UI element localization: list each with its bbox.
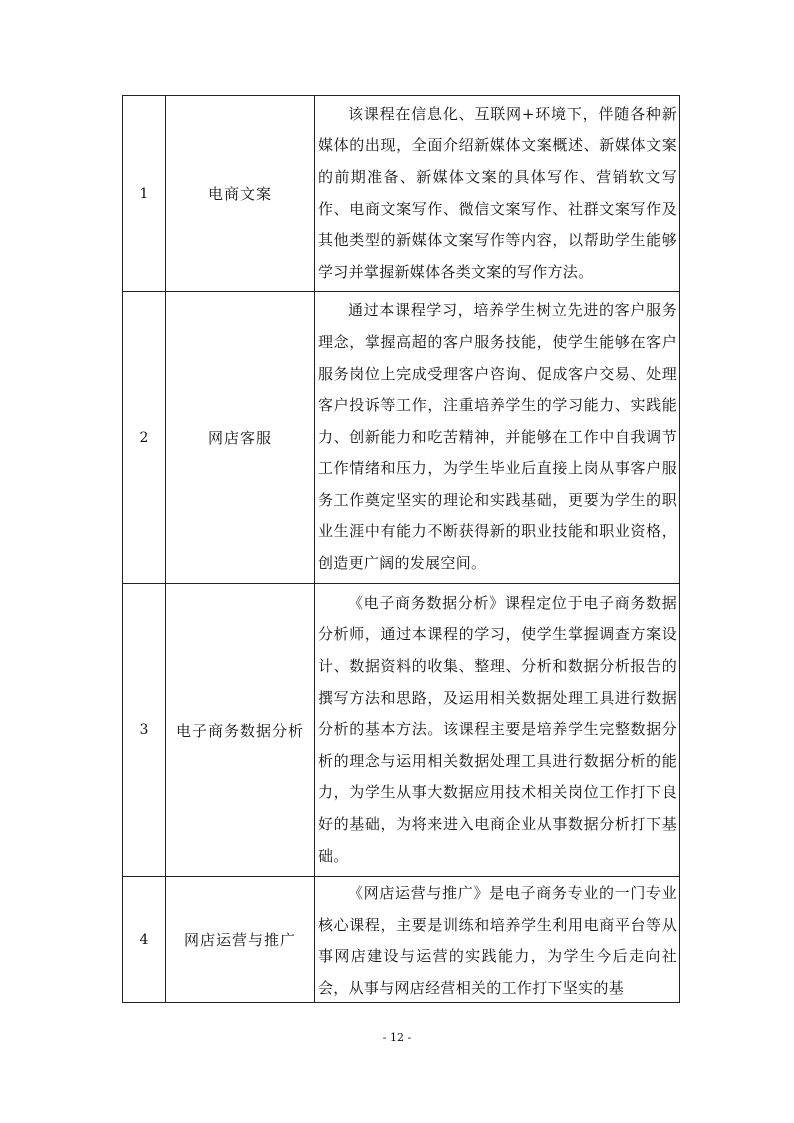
course-name: 网店客服	[166, 292, 315, 584]
course-description: 《电子商务数据分析》课程定位于电子商务数据分析师，通过本课程的学习，使学生掌握调查方案设计、数据资料的收集、整理、分析和数据分析报告的撰写方法和思路，及运用相关数据处理工具进行数据分析的基本方法。该课程主要是培养学生完整数据分析的理念与运用相关数据处理工具进行数据分析的能力，为学生从事大数据应用技术相关岗位工作打下良好的基础，为将来进入电商企业从事数据分析打下基础。	[318, 593, 677, 865]
course-name: 电商文案	[166, 96, 315, 292]
course-number: 2	[123, 292, 166, 584]
course-number: 3	[123, 584, 166, 877]
page-number: - 12 -	[382, 1031, 412, 1044]
course-description-cell	[315, 96, 680, 292]
course-description-cell	[315, 292, 680, 584]
table-row	[123, 96, 680, 292]
course-description: 《网店运营与推广》是电子商务专业的一门专业核心课程，主要是训练和培养学生利用电商平台等从事网店建设与运营的实践能力，为学生今后走向社会，从事与网店经营相关的工作打下坚实的基	[318, 884, 677, 997]
course-description-cell	[315, 584, 680, 877]
course-description-cell	[315, 877, 680, 1003]
table-row	[123, 584, 680, 877]
course-name: 电子商务数据分析	[166, 584, 315, 877]
course-description: 该课程在信息化、互联网+环境下，伴随各种新媒体的出现，全面介绍新媒体文案概述、新媒体文案的前期准备、新媒体文案的具体写作、营销软文写作、电商文案写作、微信文案写作、社群文案写作及其他类型的新媒体文案写作等内容，以帮助学生能够学习并掌握新媒体各类文案的写作方法。	[318, 104, 677, 281]
table-row	[123, 292, 680, 584]
course-number: 4	[123, 877, 166, 1003]
description-continuation	[318, 878, 677, 1001]
course-table	[122, 95, 680, 1003]
course-name: 网店运营与推广	[166, 877, 315, 1003]
course-number: 1	[123, 96, 166, 292]
course-description: 通过本课程学习，培养学生树立先进的客户服务理念，掌握高超的客户服务技能，使学生能够在客户服务岗位上完成受理客户咨询、促成客户交易、处理客户投诉等工作，注重培养学生的学习能力、实践能力、创新能力和吃苦精神，并能够在工作中自我调节工作情绪和压力，为学生毕业后直接上岗从事客户服务工作奠定坚实的理论和实践基础，更要为学生的职业生涯中有能力不断获得新的职业技能和职业资格，创造更广阔的发展空间。	[318, 301, 677, 573]
table-row	[123, 877, 680, 1003]
